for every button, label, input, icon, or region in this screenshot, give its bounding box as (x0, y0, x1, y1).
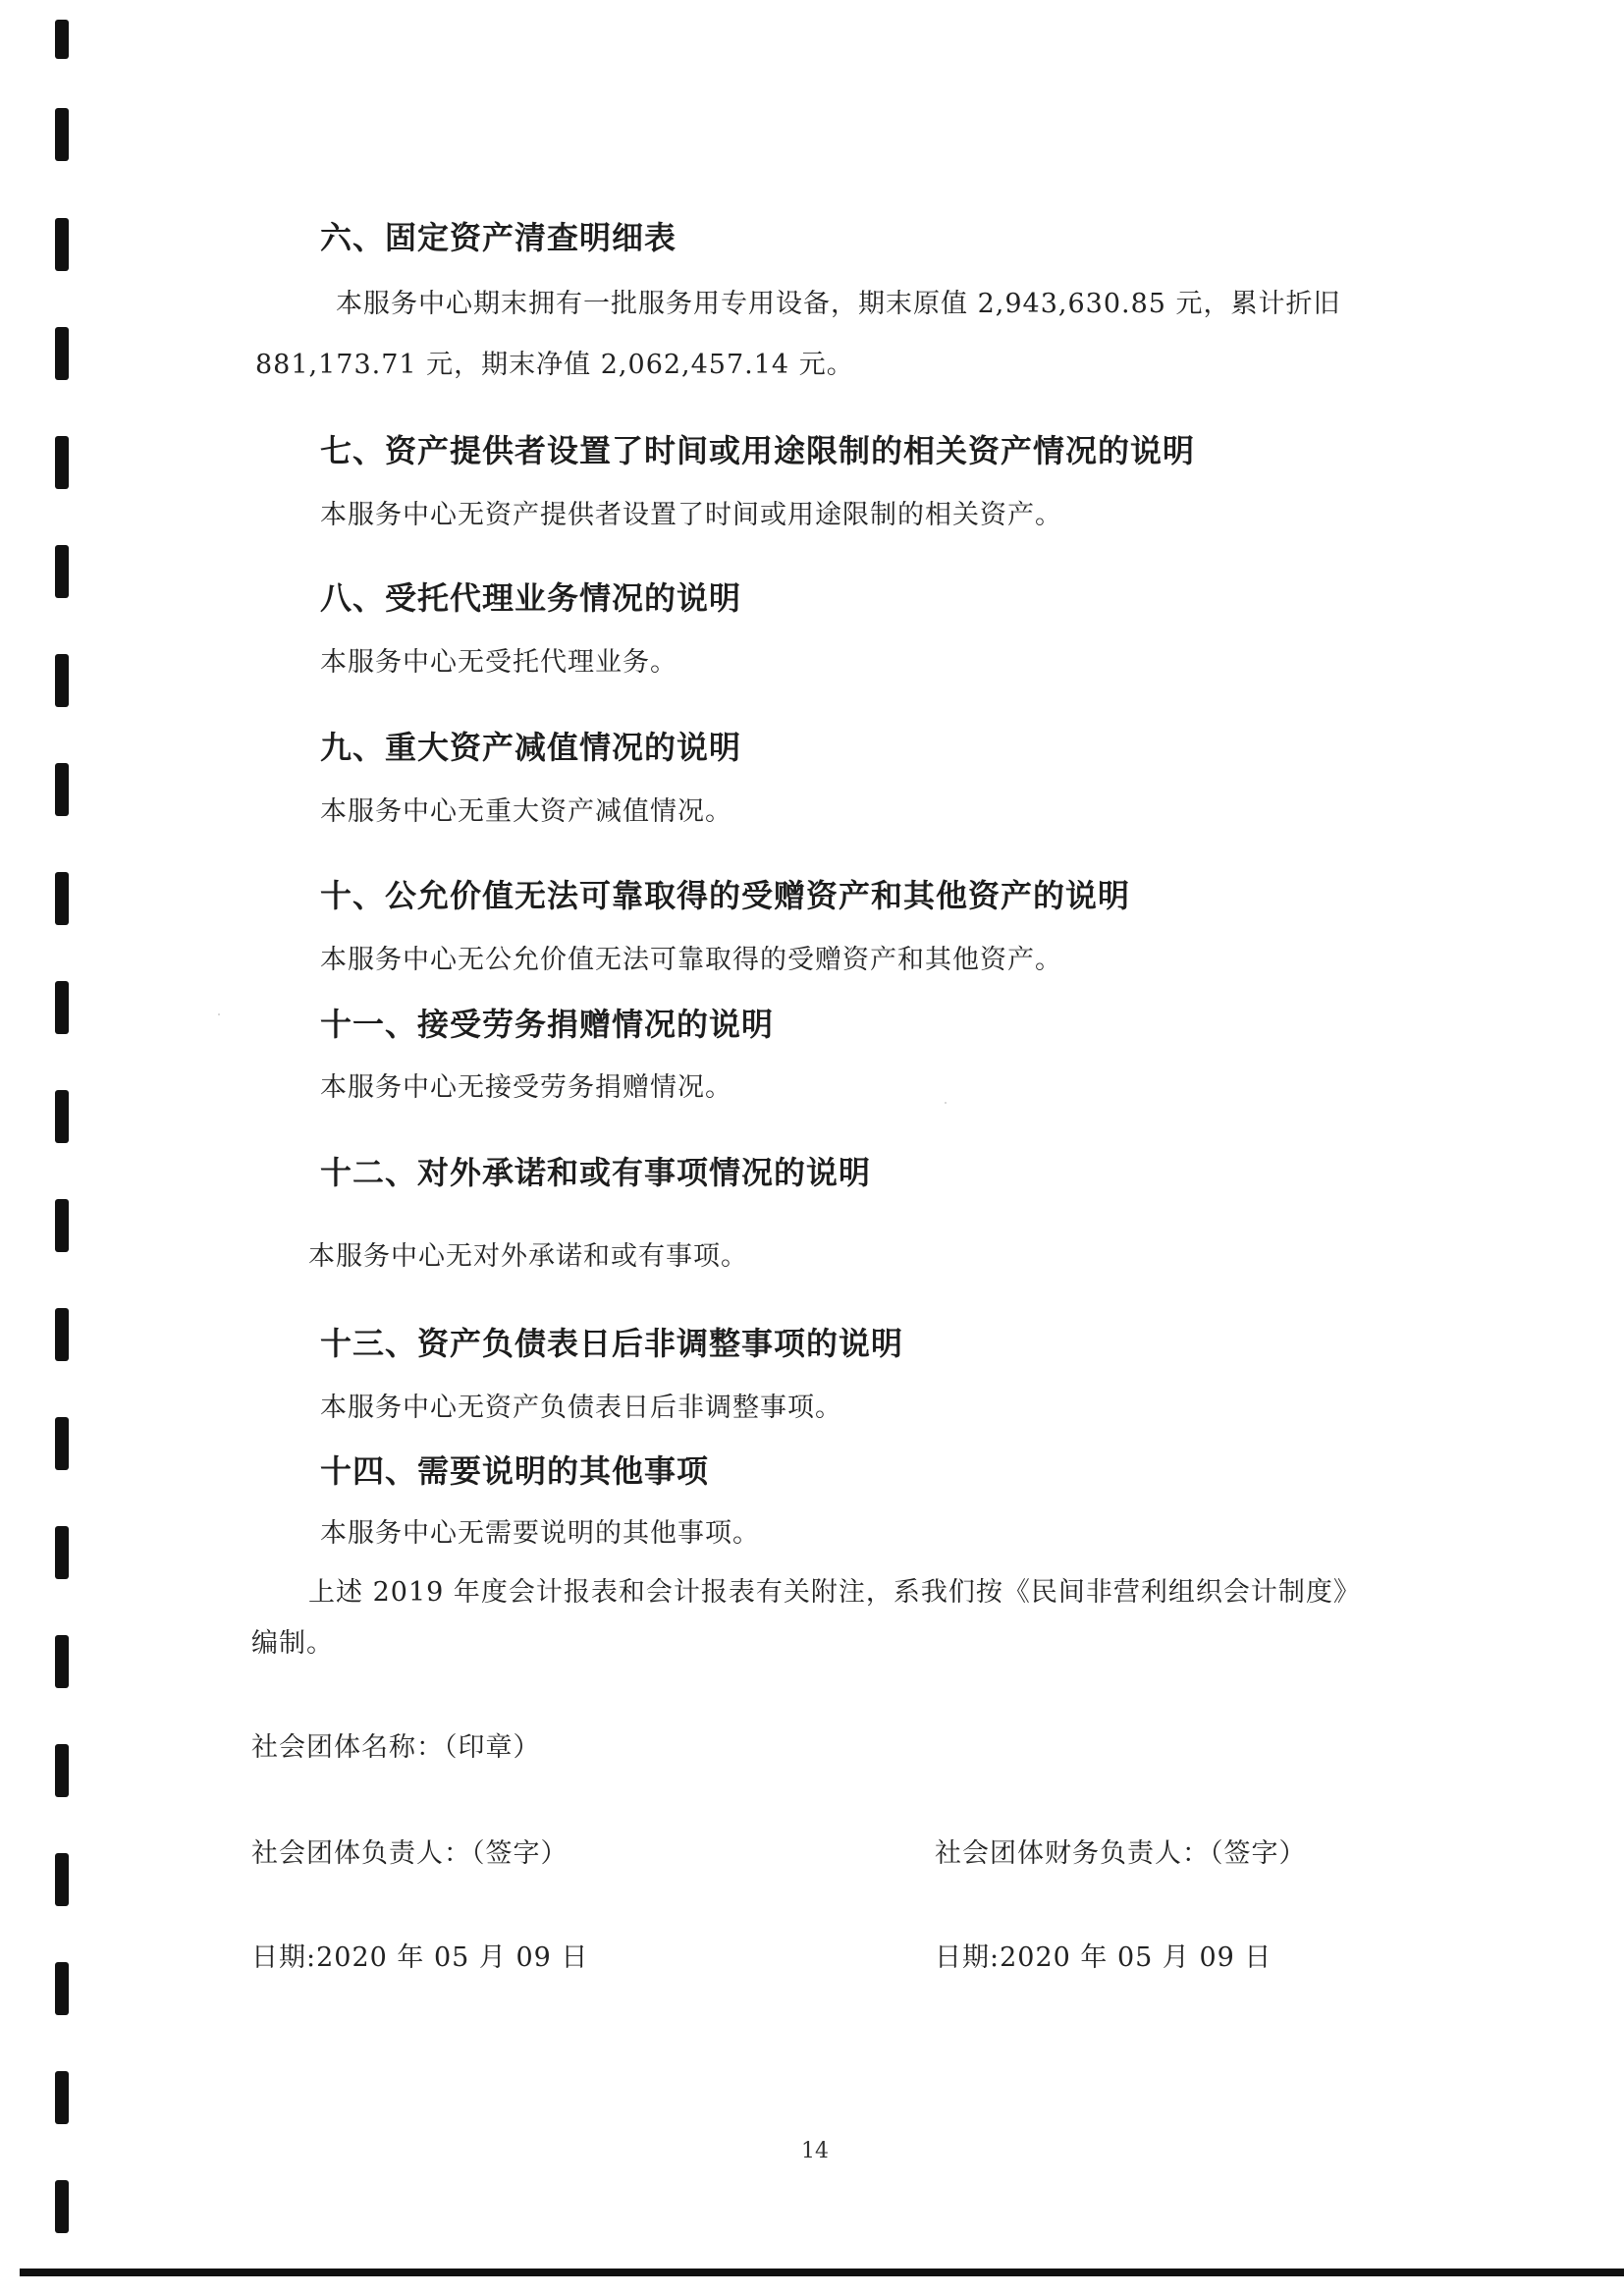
section-14-heading: 十四、需要说明的其他事项 (320, 1452, 710, 1490)
binding-mark (55, 654, 69, 707)
binding-mark (55, 1417, 69, 1470)
date-left: 日期:2020 年 05 月 09 日 (251, 1942, 589, 1973)
closing-line-2: 编制。 (251, 1628, 334, 1659)
binding-mark (55, 436, 69, 489)
section-13-body: 本服务中心无资产负债表日后非调整事项。 (320, 1393, 842, 1423)
section-6-heading: 六、固定资产清查明细表 (320, 219, 677, 256)
binding-mark (55, 545, 69, 598)
binding-mark (55, 108, 69, 161)
binding-mark (55, 872, 69, 925)
binding-mark (55, 20, 69, 59)
section-7-heading: 七、资产提供者设置了时间或用途限制的相关资产情况的说明 (320, 432, 1196, 469)
section-11-body: 本服务中心无接受劳务捐赠情况。 (320, 1072, 732, 1103)
section-14-body: 本服务中心无需要说明的其他事项。 (320, 1518, 760, 1549)
closing-line-1: 上述 2019 年度会计报表和会计报表有关附注，系我们按《民间非营利组织会计制度》 (308, 1577, 1361, 1608)
section-9-body: 本服务中心无重大资产减值情况。 (320, 796, 732, 827)
binding-mark (55, 1962, 69, 2015)
bottom-scan-edge (20, 2269, 1624, 2276)
binding-mark (55, 1308, 69, 1361)
section-9-heading: 九、重大资产减值情况的说明 (320, 729, 742, 766)
section-8-heading: 八、受托代理业务情况的说明 (320, 579, 742, 617)
section-10-heading: 十、公允价值无法可靠取得的受赠资产和其他资产的说明 (320, 877, 1131, 914)
date-right: 日期:2020 年 05 月 09 日 (935, 1942, 1272, 1973)
section-6-body-line-2: 881,173.71 元，期末净值 2,062,457.14 元。 (255, 350, 854, 380)
binding-mark (55, 1526, 69, 1579)
binding-mark (55, 1199, 69, 1252)
section-7-body: 本服务中心无资产提供者设置了时间或用途限制的相关资产。 (320, 500, 1062, 530)
scan-speck (218, 1013, 220, 1015)
binding-mark (55, 1744, 69, 1797)
section-12-body: 本服务中心无对外承诺和或有事项。 (308, 1241, 748, 1272)
scan-speck (945, 1102, 947, 1104)
binding-mark (55, 1635, 69, 1688)
section-12-heading: 十二、对外承诺和或有事项情况的说明 (320, 1154, 872, 1191)
section-8-body: 本服务中心无受托代理业务。 (320, 647, 677, 678)
section-11-heading: 十一、接受劳务捐赠情况的说明 (320, 1006, 775, 1043)
binding-mark (55, 763, 69, 816)
binding-mark (55, 2071, 69, 2124)
section-13-heading: 十三、资产负债表日后非调整事项的说明 (320, 1325, 904, 1362)
binding-mark (55, 2180, 69, 2233)
binding-mark (55, 218, 69, 271)
leader-signature-label: 社会团体负责人：（签字） (251, 1838, 568, 1869)
section-6-body-line-1: 本服务中心期末拥有一批服务用专用设备，期末原值 2,943,630.85 元，累计折旧 (336, 289, 1341, 319)
finance-leader-signature-label: 社会团体财务负责人：（签字） (935, 1838, 1307, 1869)
binding-mark (55, 327, 69, 380)
binding-mark (55, 1090, 69, 1143)
section-10-body: 本服务中心无公允价值无法可靠取得的受赠资产和其他资产。 (320, 945, 1062, 975)
binding-mark (55, 981, 69, 1034)
org-name-seal-label: 社会团体名称：（印章） (251, 1732, 541, 1763)
page-number: 14 (801, 2139, 829, 2163)
binding-mark (55, 1853, 69, 1906)
